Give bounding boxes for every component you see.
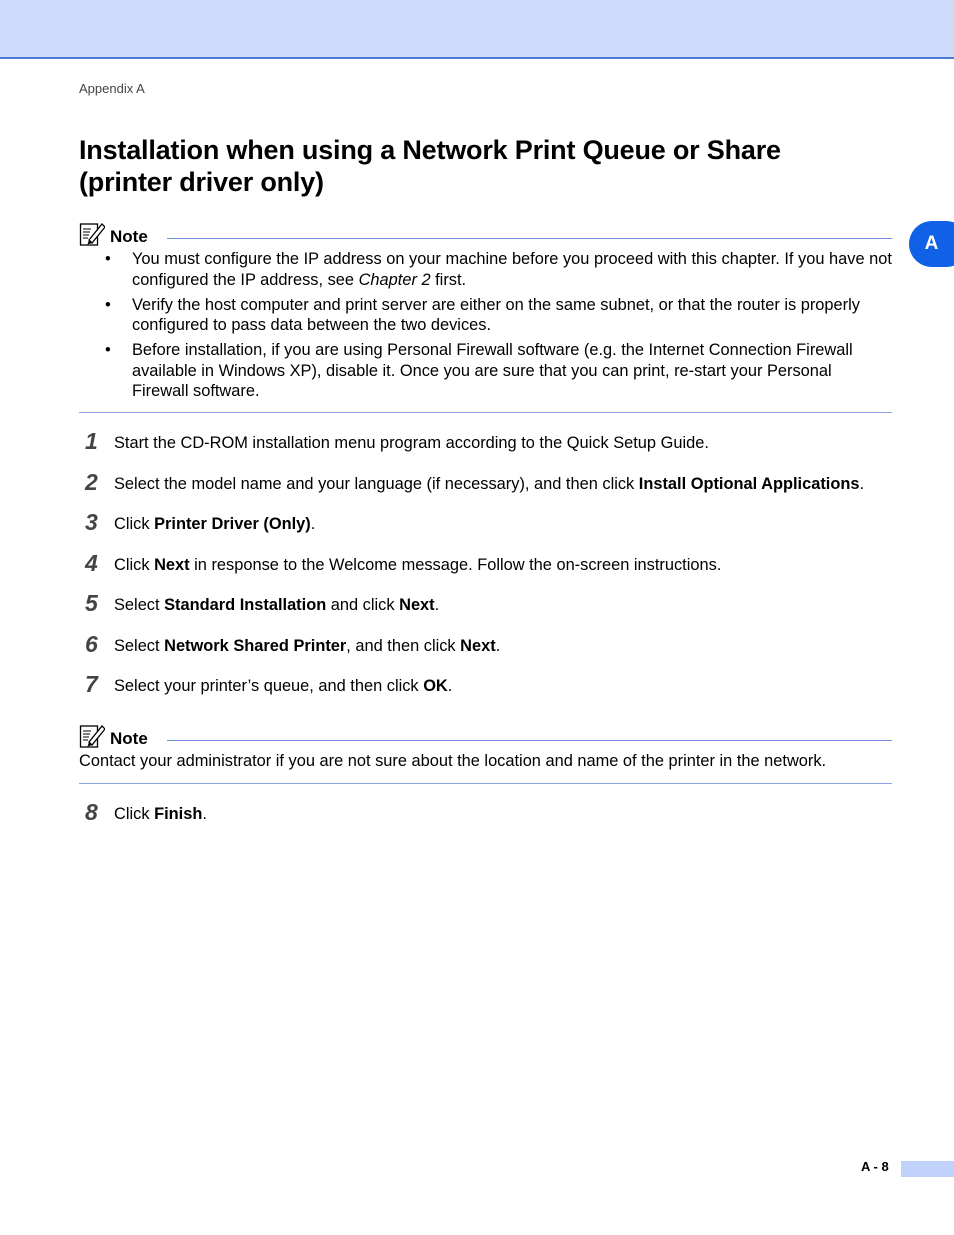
note-rule [167, 740, 892, 741]
note-end-rule [79, 783, 892, 784]
step-text: Click Next in response to the Welcome message. Follow the on-screen instructions. [114, 556, 722, 574]
step-number: 3 [85, 509, 98, 535]
list-item [79, 249, 892, 290]
page-title: Installation when using a Network Print Queue or Share (printer driver only) [79, 135, 781, 197]
step-8 [85, 799, 895, 831]
footer-bar [901, 1161, 954, 1177]
note-pencil-icon [79, 723, 105, 749]
step-number: 2 [85, 469, 98, 495]
step-number: 1 [85, 428, 98, 454]
running-head: Appendix A [79, 81, 145, 96]
note-header [79, 723, 892, 751]
header-band [0, 0, 954, 59]
bullet-text: Before installation, if you are using Personal Firewall software (e.g. the Internet Connection Firewall available in Windows XP), disable it. Once you are sure that you can print, re-start your Personal Firewall software. [132, 341, 853, 400]
bullet-dot: • [105, 341, 111, 359]
step-5 [85, 590, 895, 622]
step-7 [85, 671, 895, 703]
step-2 [85, 469, 895, 501]
step-number: 7 [85, 671, 98, 697]
side-tab-letter: A [924, 233, 939, 254]
page-number: A - 8 [861, 1159, 889, 1174]
step-number: 6 [85, 631, 98, 657]
note-text: Contact your administrator if you are not sure about the location and name of the printer in the network. [79, 752, 827, 770]
step-6 [85, 631, 895, 663]
step-1 [85, 428, 895, 460]
step-4 [85, 550, 895, 582]
bullet-dot: • [105, 250, 111, 268]
step-number: 8 [85, 799, 98, 825]
bullet-text: first. [430, 270, 467, 289]
note-label: Note [110, 227, 148, 246]
step-3 [85, 509, 895, 541]
step-text: Select your printer’s queue, and then click OK. [114, 677, 453, 695]
note-rule [167, 238, 892, 239]
note-label: Note [110, 729, 148, 748]
note-bullet-list [79, 249, 892, 406]
list-item [79, 340, 892, 402]
note-header [79, 221, 892, 249]
step-text: Select Network Shared Printer, and then click Next. [114, 637, 501, 655]
bullet-text: Verify the host computer and print server are either on the same subnet, or that the router is properly configured to pass data between the two devices. [132, 295, 860, 334]
step-number: 4 [85, 550, 98, 576]
step-number: 5 [85, 590, 98, 616]
note-pencil-icon [79, 221, 105, 247]
step-text: Start the CD-ROM installation menu program according to the Quick Setup Guide. [114, 434, 709, 452]
list-item [79, 295, 892, 336]
bullet-dot: • [105, 295, 111, 314]
chapter-reference: Chapter 2 [358, 270, 431, 289]
note-end-rule [79, 412, 892, 413]
bullet-text: You must configure the IP address on your machine before you proceed with this chapter. If you have not configured the IP address, see [132, 250, 892, 289]
step-text: Click Printer Driver (Only). [114, 515, 316, 533]
step-text: Select Standard Installation and click Next. [114, 596, 440, 614]
step-text: Click Finish. [114, 805, 207, 823]
step-text: Select the model name and your language (if necessary), and then click Install Optional Applications. [114, 475, 865, 493]
appendix-side-tab [909, 221, 954, 267]
